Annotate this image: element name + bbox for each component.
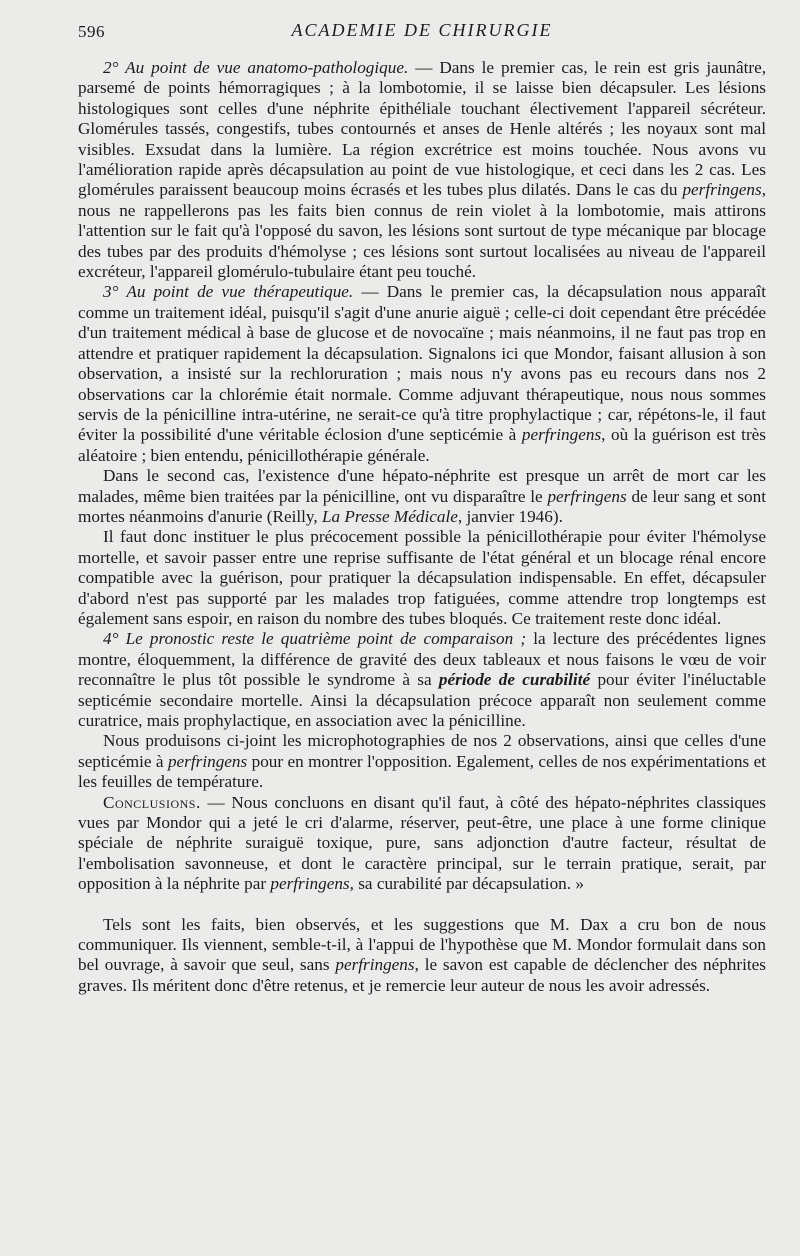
italic-term: perfringens [547, 486, 627, 506]
section-heading: Conclusions. [103, 792, 201, 812]
emphasized-term: période de curabilité [438, 670, 591, 690]
italic-term: perfringens [521, 425, 602, 445]
page-header [78, 20, 766, 44]
italic-term: perfringens [167, 751, 248, 771]
page-number: 596 [78, 22, 105, 41]
paragraph-microphotographies: Nous produisons ci-joint les microphotographies de nos 2 observations, ainsi que celles d'une septicémie à perfringens pour en montrer l'opposition. Egalement, celles de nos expérimentations et les feuilles de température. [78, 731, 766, 792]
section-heading: 2° Au point de vue anatomo-pathologique. [103, 58, 409, 77]
italic-term: perfringens [335, 955, 415, 975]
paragraph-therapeutique: 3° Au point de vue thérapeutique. — Dans le premier cas, la décapsulation nous apparaît comme un traitement idéal, puisqu'il s'agit d'une anurie aiguë ; celle-ci doit cependant être précédée d'un traitement médical à base de glucose et de novocaïne ; mais néanmoins, il ne faut pas trop en attendre et pratiquer rapidement la décapsulation. Signalons ici que Mondor, faisant allusion à son observation, a insisté sur la rechloruration ; mais nous n'y avons pas eu recours dans nos 2 observations car la chlorémie était normale. Comme adjuvant thérapeutique, nous nous sommes servis de la pénicilline intra-utérine, ne serait-ce qu'à titre prophylactique ; car, répétons-le, il faut éviter la possibilité d'une véritable éclosion d'une septicémie à perfringens, où la guérison est très aléatoire ; bien entendu, pénicillothérapie générale. [78, 282, 766, 465]
running-title: ACADEMIE DE CHIRURGIE [291, 20, 553, 40]
paragraph-penicillotherapie: Il faut donc instituer le plus précocement possible la pénicillothérapie pour éviter l'hémolyse mortelle, et savoir passer entre une reprise suffisante de l'état général et un blocage rénal encore compatible avec la guérison, pour pratiquer la décapsulation indispensable. En effet, décapsuler d'abord n'est pas supporté par les malades trop fatiguées, comme attendre trop longtemps est également sans espoir, en raison du nombre des tubes bloqués. Ce traitement reste donc idéal. [78, 527, 766, 628]
body-text [78, 58, 766, 996]
paragraph-closing-remarks: Tels sont les faits, bien observés, et les suggestions que M. Dax a cru bon de nous communiquer. Ils viennent, semble-t-il, à l'appui de l'hypothèse que M. Mondor formulait dans son bel ouvrage, à savoir que seul, sans perfringens, le savon est capable de déclencher des néphrites graves. Ils méritent donc d'être retenus, et je remercie leur auteur de nous les avoir adressés. [78, 914, 766, 995]
italic-term: perfringens [270, 874, 350, 894]
section-heading: 4° Le pronostic reste le quatrième point de comparaison ; [103, 629, 527, 649]
paragraph-conclusions: Conclusions. — Nous concluons en disant qu'il faut, à côté des hépato-néphrites classiques vues par Mondor qui a jeté le cri d'alarme, réserver, peut-être, une place à une forme clinique spéciale de néphrite suraiguë toxique, pure, sans adjonction d'autre facteur, résultat de l'embolisation savonneuse, et dont le caractère principal, sur le terrain pratique, serait, par opposition à la néphrite par perfringens, sa curabilité par décapsulation. » [78, 792, 766, 894]
italic-term: perfringens [682, 180, 762, 200]
section-heading: 3° Au point de vue thérapeutique. [103, 282, 354, 302]
paragraph-anatomo-pathologique: 2° Au point de vue anatomo-pathologique. — Dans le premier cas, le rein est gris jaunâtre, parsemé de points hémorragiques ; à la lombotomie, il se laisse bien décapsuler. Les lésions histologiques sont celles d'une néphrite épithéliale touchant électivement l'appareil sécréteur. Glomérules tassés, congestifs, tubes contournés et anses de Henle altérés ; les noyaux sont mal visibles. Exsudat dans la lumière. La région excrétrice est moins touchée. Nous avons vu l'amélioration rapide après décapsulation au point de vue histologique, et ceci dans les 2 cas. Les glomérules paraissent beaucoup moins écrasés et les tubes plus dilatés. Dans le cas du perfringens, nous ne rappellerons pas les faits bien connus de rein violet à la lombotomie, mais attirons l'attention sur le fait qu'à l'opposé du savon, les lésions sont surtout de type mécanique par blocage des tubes par des produits d'hémolyse ; ces lésions sont surtout localisées au niveau de l'appareil excréteur, l'appareil glomérulo-tubulaire étant peu touché. [78, 58, 766, 282]
citation-source: La Presse Médicale [321, 506, 458, 526]
paragraph-second-cas: Dans le second cas, l'existence d'une hépato-néphrite est presque un arrêt de mort car les malades, même bien traitées par la pénicilline, ont vu disparaître le perfringens de leur sang et sont mortes néanmoins d'anurie (Reilly, La Presse Médicale, janvier 1946). [78, 466, 766, 526]
paragraph-pronostic: 4° Le pronostic reste le quatrième point de comparaison ; la lecture des précédentes lignes montre, éloquemment, la différence de gravité des deux tableaux et nous faisons le vœu de voir reconnaître le plus tôt possible le syndrome à sa période de curabilité pour éviter l'inéluctable septicémie secondaire mortelle. Ainsi la décapsulation précoce apparaît non seulement comme curatrice, mais prophylactique, en association avec la pénicilline. [78, 629, 766, 730]
